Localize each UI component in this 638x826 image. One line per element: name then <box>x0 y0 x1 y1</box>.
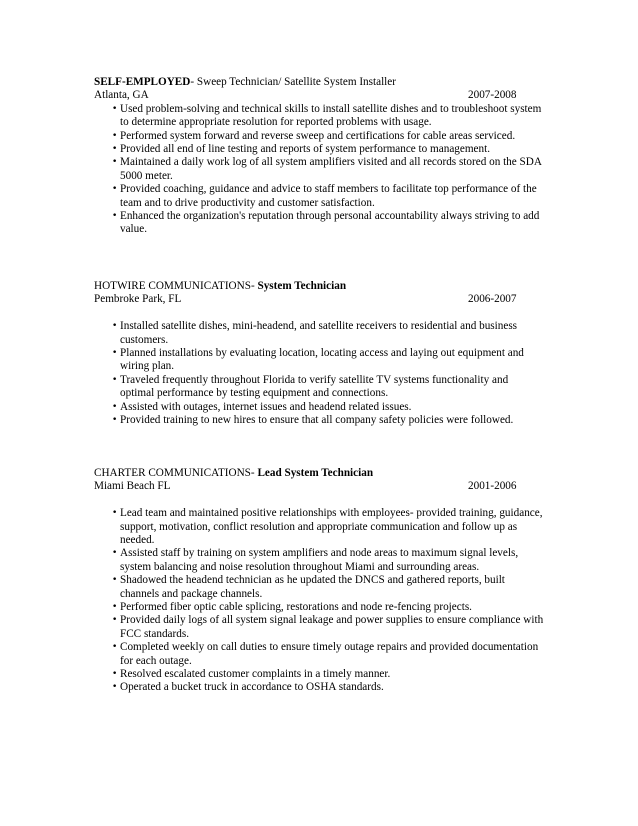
employer-name: SELF-EMPLOYED <box>94 76 191 88</box>
duty-item: • Planned installations by evaluating location, locating access and laying out equipment and wiring plan. <box>94 347 544 374</box>
duty-item: • Lead team and maintained positive relationships with employees- provided training, guidance, support, motivation, conflict resolution and appropriate communication and follow up as needed. <box>94 507 544 547</box>
duty-item: • Provided daily logs of all system signal leakage and power supplies to ensure compliance with FCC standards. <box>94 614 544 641</box>
job-heading <box>94 280 544 293</box>
job-location-row <box>94 89 544 102</box>
heading-separator: - <box>190 76 197 88</box>
duty-item: • Provided all end of line testing and reports of system performance to management. <box>94 143 544 156</box>
job-heading <box>94 467 544 480</box>
duty-item: • Installed satellite dishes, mini-headend, and satellite receivers to residential and business customers. <box>94 320 544 347</box>
duty-item: • Performed system forward and reverse sweep and certifications for cable areas serviced. <box>94 130 544 143</box>
job-title: System Technician <box>257 280 347 292</box>
job-title: Sweep Technician/ Satellite System Installer <box>196 76 396 88</box>
heading-separator: - <box>250 467 258 479</box>
duty-item: • Assisted with outages, internet issues and headend related issues. <box>94 401 544 414</box>
duty-item: • Maintained a daily work log of all system amplifiers visited and all records stored on the SDA 5000 meter. <box>94 156 544 183</box>
duty-item: • Completed weekly on call duties to ensure timely outage repairs and provided documentation for each outage. <box>94 641 544 668</box>
duties-list <box>94 320 544 427</box>
duty-item: • Resolved escalated customer complaints in a timely manner. <box>94 668 544 681</box>
duty-item: • Provided training to new hires to ensure that all company safety policies were followed. <box>94 414 544 427</box>
job-location: Atlanta, GA <box>94 89 149 102</box>
duty-item: • Traveled frequently throughout Florida to verify satellite TV systems functionality and optimal performance by testing equipment and connections. <box>94 374 544 401</box>
duty-item: • Assisted staff by training on system amplifiers and node areas to maximum signal levels, system balancing and noise resolution throughout Miami and surrounding areas. <box>94 547 544 574</box>
duty-item: • Performed fiber optic cable splicing, restorations and node re-fencing projects. <box>94 601 544 614</box>
duty-item: • Provided coaching, guidance and advice to staff members to facilitate top performance of the team and to drive productivity and customer satisfaction. <box>94 183 544 210</box>
duties-list <box>94 103 544 237</box>
job-location: Miami Beach FL <box>94 480 171 493</box>
job-years: 2006-2007 <box>468 293 517 306</box>
job-location-row <box>94 480 544 493</box>
job-heading <box>94 76 544 89</box>
duty-item: • Operated a bucket truck in accordance to OSHA standards. <box>94 681 544 694</box>
job-self-employed <box>94 76 544 237</box>
job-location: Pembroke Park, FL <box>94 293 182 306</box>
job-location-row <box>94 293 544 306</box>
heading-separator: - <box>250 280 258 292</box>
employer-name: HOTWIRE COMMUNICATIONS <box>94 280 251 292</box>
employer-name: CHARTER COMMUNICATIONS <box>94 467 251 479</box>
job-charter <box>94 467 544 695</box>
job-years: 2007-2008 <box>468 89 517 102</box>
duty-item: • Shadowed the headend technician as he updated the DNCS and gathered reports, built channels and package channels. <box>94 574 544 601</box>
job-title: Lead System Technician <box>257 467 374 479</box>
duties-list <box>94 507 544 695</box>
job-hotwire <box>94 280 544 427</box>
job-years: 2001-2006 <box>468 480 517 493</box>
duty-item: • Enhanced the organization's reputation through personal accountability always striving to add value. <box>94 210 544 237</box>
duty-item: • Used problem-solving and technical skills to install satellite dishes and to troubleshoot system to determine appropriate resolution for reported problems with usage. <box>94 103 544 130</box>
